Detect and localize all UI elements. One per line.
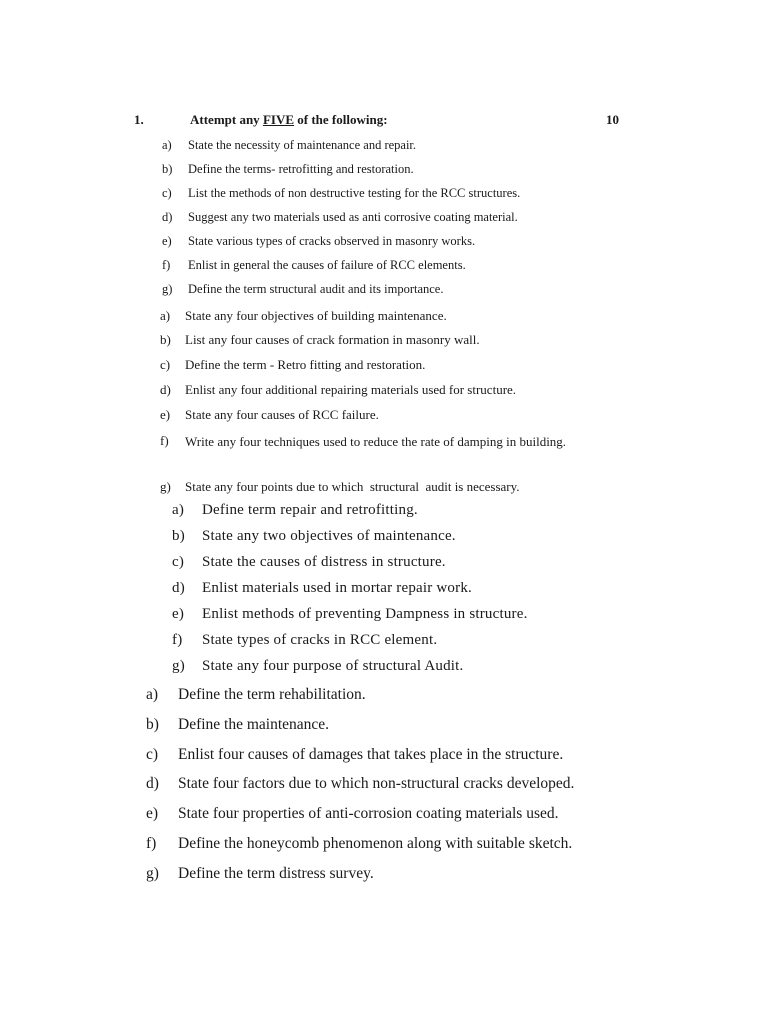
question-title: Attempt any FIVE of the following: [190, 112, 388, 127]
question-header [0, 112, 768, 132]
question-marks: 10 [606, 112, 619, 127]
question-number: 1. [134, 112, 144, 127]
question-title-emphasis: FIVE [262, 112, 294, 127]
question-paper-page: 1. Attempt any FIVE of the following: 10 a) State the necessity of maintenance and repair. b) Define the terms- retrofitting and restoration. c) List the methods of non destructive testing for the RCC structures. d) Suggest any two materials used as anti corrosive coating material. e) State various types of cracks observed in masonry works. f) Enlist in general the causes of failure of RCC elements. g) Define the term structural audit and its importance. a) State any four objectives of building maintenance. b) List any four causes of crack formation in masonry wall. c) Define the term - Retro fitting and restoration. d) Enlist any four additional repairing materials used for structure. e) State any four causes of RCC failure. f) Write any four techniques used to reduce the rate of damping in building. g) State any four points due to which structural audit is necessary. a) Define term repair and retrofitting. b) State any two objectives of maintenance. c) State the causes of distress in structure. d) Enlist materials used in mortar repair work. e) Enlist methods of preventing Dampness in structure. f) State types of cracks in RCC element. g) State any four purpose of structural Audit. a) Define the term rehabilitation. b) Define the maintenance. c) Enlist four causes of damages that takes place in the structure. d) State four factors due to which non-structural cracks developed. e) State four properties of anti-corrosion coating materials used. f) Define the honeycomb phenomenon along with suitable sketch. g) Define the term distress survey. [0, 0, 768, 1024]
